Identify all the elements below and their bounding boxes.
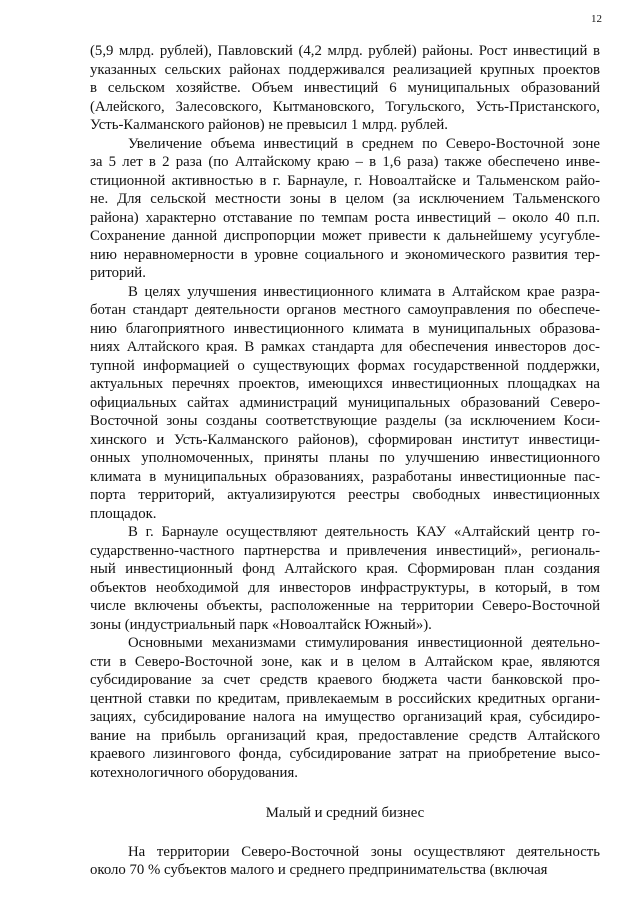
text-line: ниях Алтайского края. В рамках стандарта для обеспечения инвесторов дос- (90, 339, 600, 355)
text-line: за 5 лет в 2 раза (по Алтайскому краю – в 1,6 раза) также обеспечено инве- (90, 154, 600, 170)
text-line: субсидирование за счет средств краевого бюджета части банковской про- (90, 672, 600, 688)
text-line: района) характерно отставание по темпам роста инвестиций – около 40 п.п. (90, 209, 600, 226)
paragraph (90, 634, 600, 782)
text-line: актуальных перечнях проектов, имеющихся инвестиционных площадках на (90, 376, 600, 392)
page-number: 12 (591, 13, 602, 25)
text-line: порта территорий, актуализируются реестры свободных инвестиционных (90, 487, 600, 503)
paragraph (90, 843, 600, 880)
text-line: климата в муниципальных образованиях, разработаны инвестиционные пас- (90, 468, 600, 485)
paragraph (90, 523, 600, 634)
paragraph (90, 283, 600, 524)
text-line: В г. Барнауле осуществляют деятельность КАУ «Алтайский центр го- (128, 524, 600, 540)
text-line: онных уполномоченных, приняты планы по улучшению инвестиционного (90, 450, 600, 466)
text-line: Усть-Калманского районов) не превысил 1 млрд. рублей. (90, 117, 449, 133)
text-line: риторий. (90, 265, 146, 281)
text-line: Восточной зоны созданы соответствующие разделы (за исключением Коси- (90, 413, 600, 429)
text-line: официальных сайтах администраций муниципальных образований Северо- (90, 394, 600, 411)
text-line: сти в Северо-Восточной зоне, как и в целом в Алтайском крае, являются (90, 653, 600, 670)
text-line: (5,9 млрд. рублей), Павловский (4,2 млрд. рублей) районы. Рост инвестиций в (90, 43, 600, 59)
text-line: хинского и Усть-Калманского районов), сформирован институт инвестици- (90, 431, 600, 448)
text-line: центной ставки по кредитам, привлекаемым в российских кредитных органи- (90, 690, 600, 707)
text-line: тупной информацией о существующих формах государственной поддержки, (90, 357, 600, 374)
paragraph (90, 42, 600, 135)
text-line: в сельском хозяйстве. Объем инвестиций 6 муниципальных образований (90, 80, 600, 96)
text-line: ботан стандарт деятельности органов местного самоуправления по обеспече- (90, 302, 600, 318)
text-line: Сохранение данной диспропорции может привести к дальнейшему усугубле- (90, 228, 600, 244)
text-line: нию неравномерности в уровне социального и экономического развития тер- (90, 246, 600, 263)
text-line: (Алейского, Залесовского, Кытмановского, Тогульского, Усть-Пристанского, (90, 98, 600, 115)
text-line: около 70 % субъектов малого и среднего предпринимательства (включая (90, 862, 548, 878)
paragraph (90, 42, 600, 782)
text-line: сударственно-частного партнерства и привлечения инвестиций», региональ- (90, 542, 600, 559)
text-line: указанных сельских районах поддерживался реализацией крупных проектов (90, 61, 600, 78)
section-heading: Малый и средний бизнес (265, 805, 425, 821)
text-line: зоны (индустриальный парк «Новоалтайск Южный»). (90, 616, 432, 633)
text-line: ный инвестиционный фонд Алтайского края. Сформирован план создания (90, 561, 600, 577)
text-line: В целях улучшения инвестиционного климата в Алтайском крае разра- (128, 283, 600, 300)
text-line: числе включены объекты, расположенные на территории Северо-Восточной (90, 598, 600, 614)
text-line: не. Для сельской местности зоны в целом (за исключением Тальменского (90, 191, 600, 207)
text-line: Основными механизмами стимулирования инвестиционной деятельно- (128, 635, 600, 651)
text-line: На территории Северо-Восточной зоны осуществляют деятельность (128, 843, 600, 860)
text-line: объектов необходимой для инвесторов инфраструктуры, в который, в том (90, 579, 600, 596)
document-body (90, 42, 600, 880)
paragraph (90, 135, 600, 283)
text-line: краевого лизингового фонда, субсидирование затрат на приобретение высо- (90, 746, 600, 762)
text-line: котехнологичного оборудования. (90, 764, 298, 781)
text-line: площадок. (90, 505, 157, 522)
text-line: нию благоприятного инвестиционного климата в муниципальных образова- (90, 320, 600, 337)
text-line: вание на прибыль организаций края, предоставление средств Алтайского (90, 727, 600, 744)
text-line: зациях, субсидирование налога на имущество организаций края, субсидиро- (90, 709, 600, 725)
text-line: стиционной активностью в г. Барнауле, г. Новоалтайске и Тальменском райо- (90, 172, 600, 189)
text-line: Увеличение объема инвестиций в среднем по Северо-Восточной зоне (128, 135, 600, 152)
